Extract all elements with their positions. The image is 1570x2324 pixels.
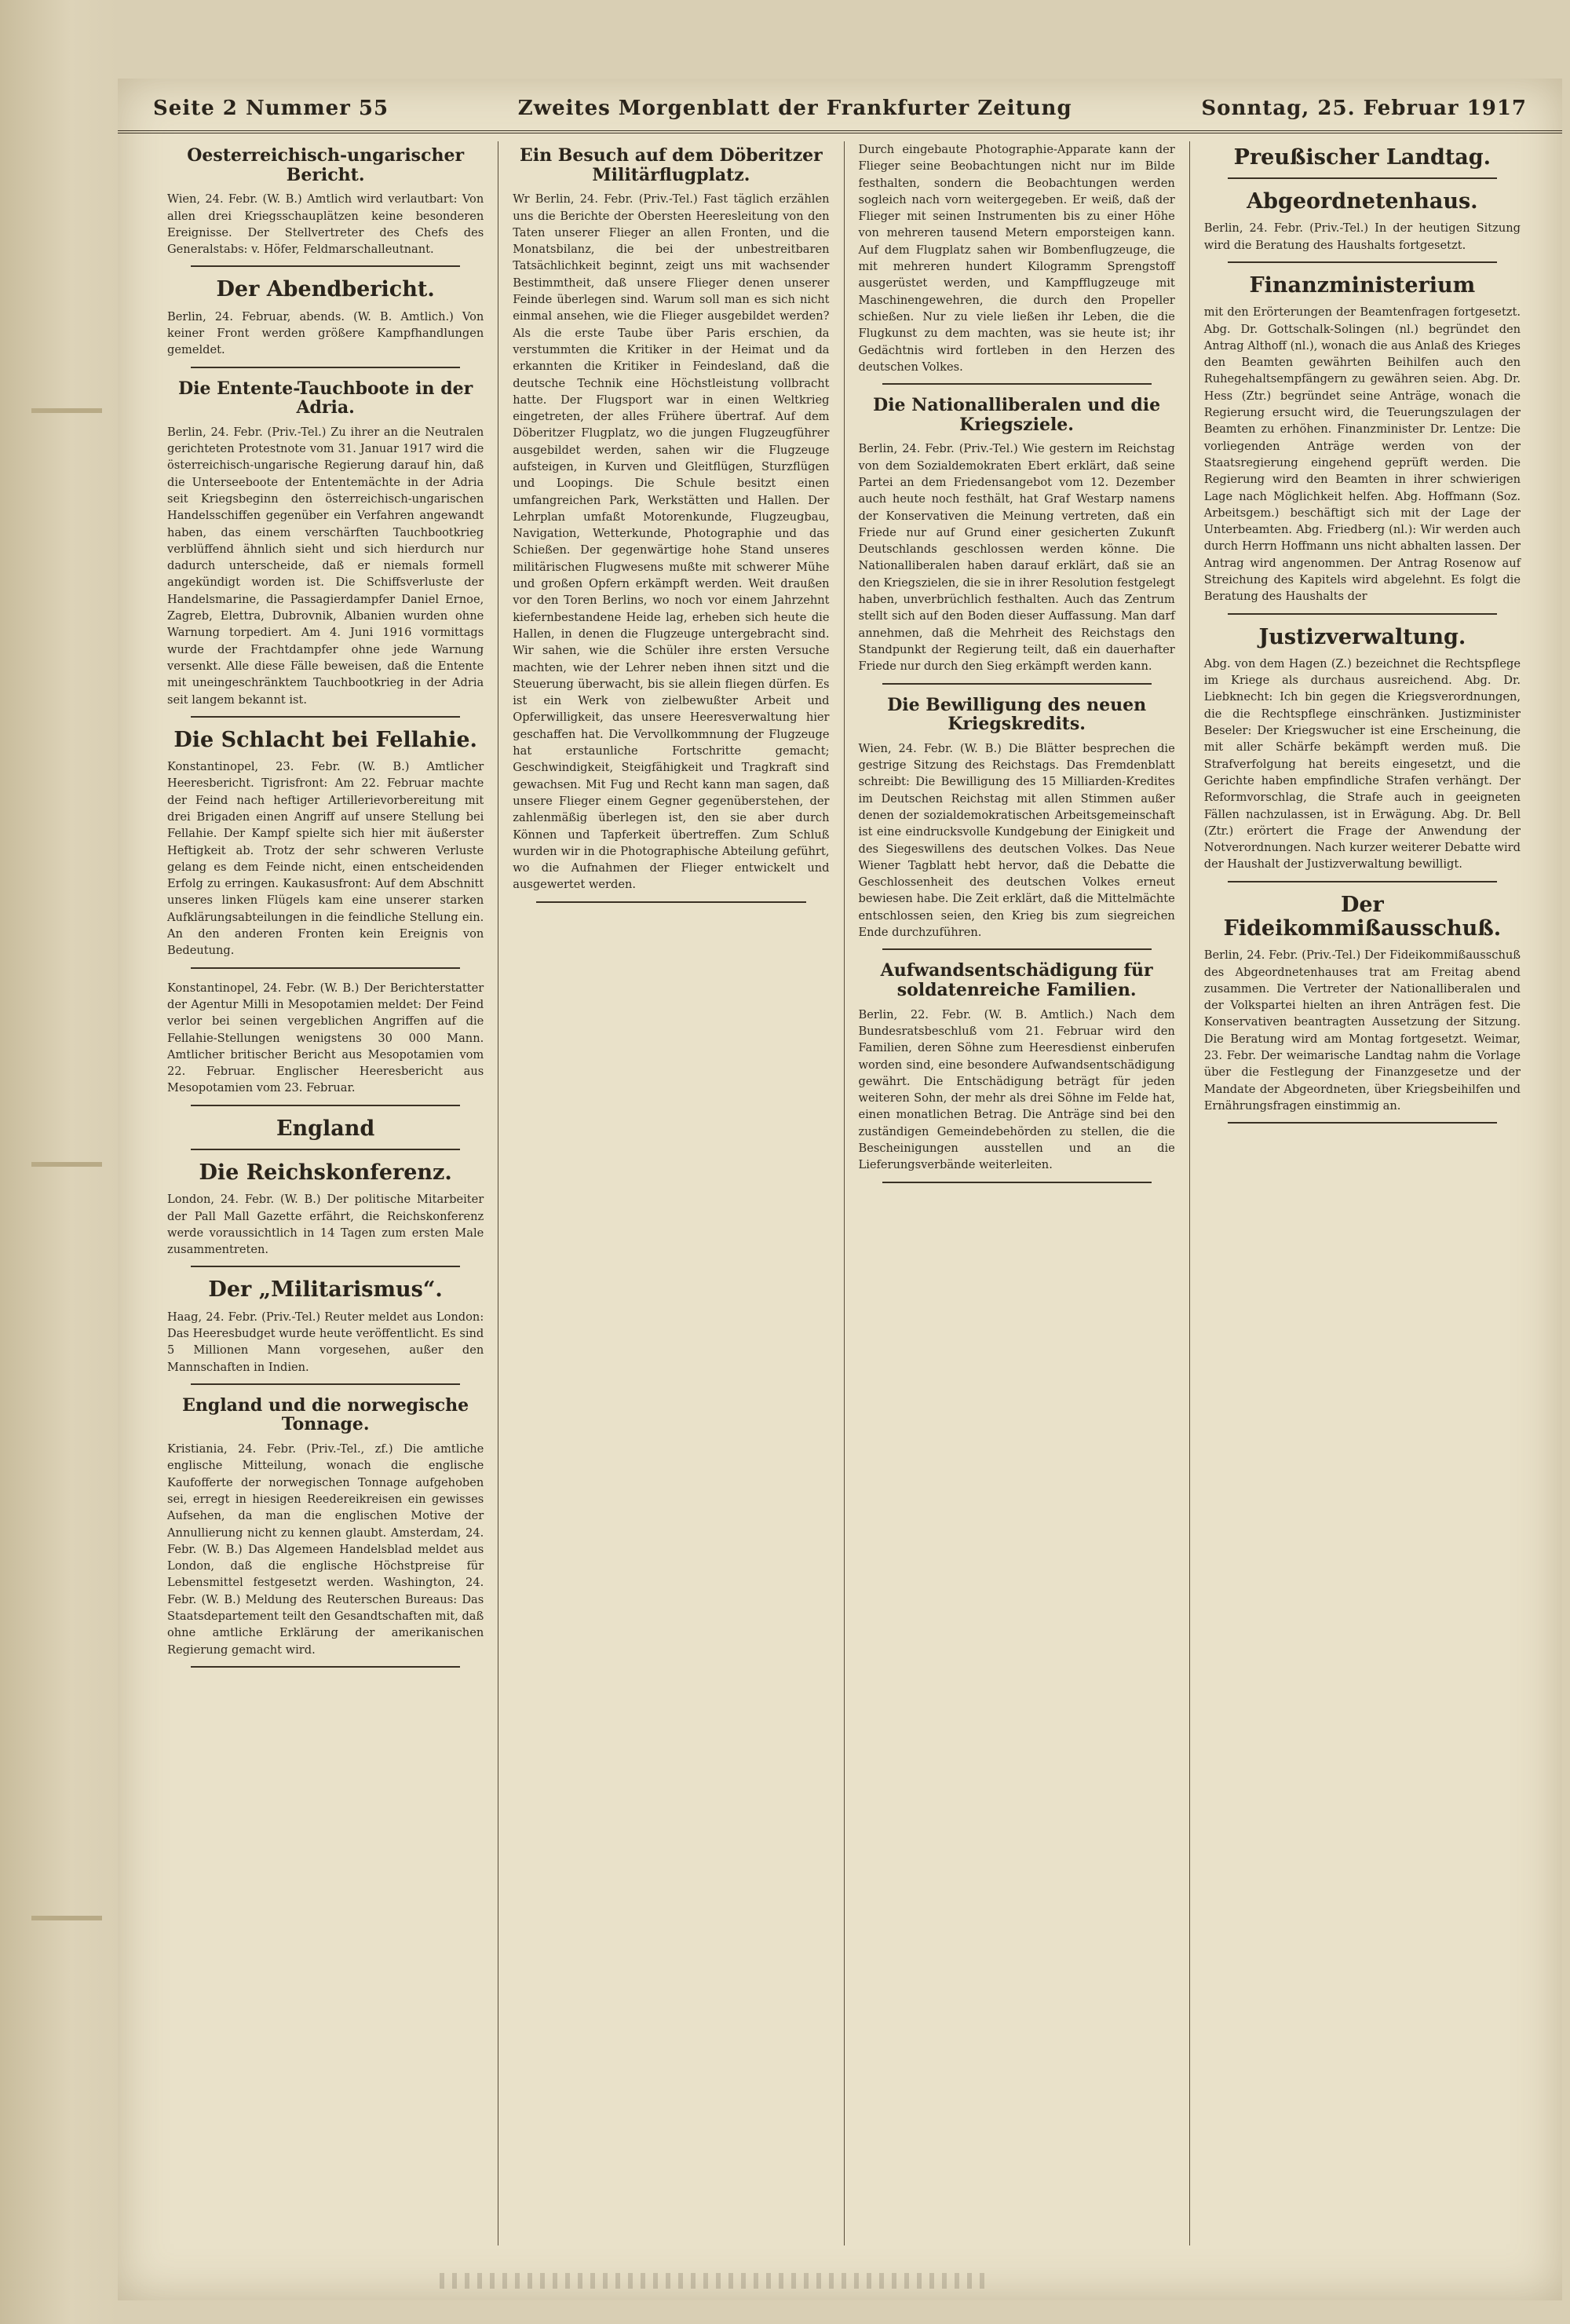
article-separator bbox=[882, 683, 1152, 685]
article-body: Berlin, 24. Febr. (Priv.-Tel.) Zu ihrer an die Neutralen gerichteten Protestnote vom 31. Januar 1917 wird die österreichisch-ungarische Regierung darauf hin, daß die Unterseeboote der Ententemächte in der Adria seit Kriegsbeginn den österreichisch-ungarischen Handelsschiffen gegenüber ein Verfahren angewandt haben, das einem verschärften Tauchbootkrieg verblüffend ähnlich sieht und sich hierdurch nur dadurch unterscheide, daß er niemals formell angekündigt worden ist. Die Schiffsverluste der Handelsmarine, die Passagierdampfer Daniel Ernoe, Zagreb, Elettra, Dubrovnik, Albanien wurden ohne Warnung torpediert. Am 4. Juni 1916 vormittags wurde der Frachtdampfer ohne jede Warnung versenkt. Alle diese Fälle beweisen, daß die Entente mit uneingeschränktem Tauchbootkrieg in der Adria seit langem bekannt ist. bbox=[167, 425, 484, 707]
article bbox=[859, 696, 1175, 951]
article-separator bbox=[191, 1266, 460, 1267]
article-body: Wien, 24. Febr. (W. B.) Amtlich wird verlautbart: Von allen drei Kriegsschauplätzen keine besonderen Ereignisse. Der Stellvertreter des Chefs des Generalstabs: v. Höfer, Feldmarschalleutnant. bbox=[167, 192, 484, 257]
article-body: Konstantinopel, 23. Febr. (W. B.) Amtlicher Heeresbericht. Tigrisfront: Am 22. Februar machte der Feind nach heftiger Artillerievorbereitung mit drei Brigaden einen Angriff auf unsere Stellung bei Fellahie. Der Kampf spielte sich hier mit äußerster Heftigkeit ab. Trotz der sehr schweren Verluste gelang es dem Feinde nicht, einen entscheidenden Erfolg zu erringen. Kaukasusfront: Auf dem Abschnitt unseres linken Flügels kam eine unserer starken Aufklärungsabteilungen in die feindliche Stellung ein. An den anderen Fronten kein Ereignis von Bedeutung. bbox=[167, 760, 484, 958]
article bbox=[859, 141, 1175, 385]
article-body: Berlin, 24. Febr. (Priv.-Tel.) In der heutigen Sitzung wird die Beratung des Haushalts fortgesetzt. bbox=[1203, 221, 1521, 252]
article bbox=[167, 278, 484, 367]
article-separator bbox=[191, 1105, 460, 1106]
article-headline: England und die norwegische Tonnage. bbox=[182, 1394, 469, 1435]
issue-date: Sonntag, 25. Februar 1917 bbox=[1201, 97, 1527, 120]
article-headline: Oesterreichisch-ungarischer Bericht. bbox=[187, 145, 465, 185]
article-headline: Finanzministerium bbox=[1249, 273, 1476, 298]
article bbox=[167, 1161, 484, 1267]
article-headline: England bbox=[276, 1116, 375, 1141]
article-headline: Der Abendbericht. bbox=[216, 277, 435, 302]
article-columns bbox=[153, 141, 1535, 2245]
article-separator bbox=[536, 901, 805, 903]
article-separator bbox=[1228, 1122, 1497, 1124]
column-2 bbox=[498, 141, 844, 2245]
page-header bbox=[118, 86, 1562, 133]
article bbox=[167, 146, 484, 267]
article-body: Berlin, 24. Febr. (Priv.-Tel.) Der Fideikommißausschuß des Abgeordnetenhauses trat am Freitag abend zusammen. Die Vertreter der Nationalliberalen und der Volkspartei hielten an ihren Anträgen fest. Die Konservativen beantragten Aussetzung der Sitzung. Die Beratung wird am Montag fortgesetzt. Weimar, 23. Febr. Der weimarische Landtag nahm die Vorlage über die Festlegung der Finanzgesetze und der Mandate der Abgeordneten, über Kriegsbeihilfen und Ernährungsfragen einstimmig an. bbox=[1203, 948, 1521, 1113]
article-body: Wr Berlin, 24. Febr. (Priv.-Tel.) Fast täglich erzählen uns die Berichte der Obersten Heeresleitung von den Taten unserer Flieger an allen Fronten, und die Monatsbilanz, die bei der unbestreitbaren Tatsächlichkeit beginnt, zeigt uns mit wachsender Bestimmtheit, daß unsere Flieger denen unserer Feinde überlegen sind. Warum soll man es sich nicht einmal ansehen, wie die Flieger ausgebildet werden? Als die erste Taube über Paris erschien, da verstummten die Kritiker in der Heimat und da erkannten die Kritiker in Feindesland, daß die deutsche Technik eine Höchstleistung vollbracht hatte. Der Flugsport war in einen Weltkrieg eingetreten, der alles Frühere übertraf. Auf dem Döberitzer Flugplatz, wo die jungen Flugzeugführer ausgebildet werden, sahen wir die Flugzeuge aufsteigen, in Kurven und Gleitflügen, Sturzflügen und Loopings. Die Schule besitzt einen umfangreichen Park, Werkstätten und Hallen. Der Lehrplan umfaßt Motorenkunde, Flugzeugbau, Navigation, Wetterkunde, Photographie und das Schießen. Der gegenwärtige hohe Stand unseres militärischen Flugwesens mußte mit schwerer Mühe und großen Opfern erkämpft werden. Weit draußen vor den Toren Berlins, wo noch vor einem Jahrzehnt kiefernbestandene Heide lag, erheben sich heute die Hallen, in denen die Flugzeuge untergebracht sind. Wir sahen, wie die Schüler ihre ersten Versuche machten, wie der Lehrer neben ihnen sitzt und die Steuerung überwacht, bis sie allein fliegen dürfen. Es ist ein Werk von zielbewußter Arbeit und Opferwilligkeit, das unsere Heeresverwaltung hier geschaffen hat. Die Vervollkommnung der Flugzeuge hat erstaunliche Fortschritte gemacht; Geschwindigkeit, Steigfähigkeit und Tragkraft sind gewachsen. Mit Fug und Recht kann man sagen, daß unsere Flieger einem Gegner gegenüberstehen, der zahlenmäßig überlegen ist, den sie aber durch Können und Tapferkeit übertreffen. Zum Schluß wurden wir in die Photographische Abteilung geführt, wo die Aufnahmen der Flieger entwickelt und ausgewertet werden. bbox=[513, 192, 830, 892]
article-separator bbox=[882, 948, 1152, 950]
article-separator bbox=[191, 716, 460, 718]
article-separator bbox=[1228, 261, 1497, 263]
article-headline: Der „Militarismus“. bbox=[208, 1277, 443, 1303]
article-separator bbox=[191, 265, 460, 267]
article bbox=[167, 379, 484, 718]
binding-mark bbox=[31, 408, 102, 413]
article-separator bbox=[1228, 613, 1497, 615]
article-body: mit den Erörterungen der Beamtenfragen fortgesetzt. Abg. Dr. Gottschalk-Solingen (nl.) begründet den Antrag Althoff (nl.), wonach die aus Anlaß des Krieges den Beamten gewährten Beihilfen auch den Ruhegehaltsempfängern zu gewähren seien. Abg. Dr. Hess (Ztr.) begründet seine Anträge, wonach die Regierung ersucht wird, die Teuerungszulagen der Beamten zu erhöhen. Finanzminister Dr. Lentze: Die vorliegenden Anträge werden von der Staatsregierung eingehend geprüft werden. Die Regierung wird den Beamten in ihrer schwierigen Lage nach Möglichkeit helfen. Abg. Hoffmann (Soz. Arbeitsgem.) beschäftigt sich mit der Lage der Unterbeamten. Abg. Friedberg (nl.): Wir werden auch durch Herrn Hoffmann uns nicht abhalten lassen. Der Antrag wird angenommen. Der Antrag Rosenow auf Streichung des Kapitels wird abgelehnt. Es folgt die Beratung des Haushalts der bbox=[1203, 305, 1521, 604]
article-body: Berlin, 24. Febr. (Priv.-Tel.) Wie gestern im Reichstag von dem Sozialdemokraten Ebert erklärt, daß seine Partei an dem Friedensangebot vom 12. Dezember auch heute noch festhält, hat Graf Westarp namens der Konservativen die Meinung vertreten, daß ein Friede nur auf Grund einer gesicherten Zukunft Deutschlands geschlossen werden könne. Die Nationalliberalen haben darauf erklärt, daß sie an den Kriegszielen, die sie in ihrer Resolution festgelegt haben, unverbrüchlich festhalten. Auch das Zentrum stellt sich auf den Boden dieser Auffassung. Man darf annehmen, daß die Mehrheit des Reichstags den Standpunkt der Regierung teilt, daß ein dauerhafter Friede nur durch den Sieg erkämpft werden kann. bbox=[858, 442, 1175, 674]
article-separator bbox=[1228, 177, 1497, 179]
article-separator bbox=[1228, 881, 1497, 882]
article-body: Berlin, 22. Febr. (W. B. Amtlich.) Nach dem Bundesratsbeschluß vom 21. Februar wird den Familien, deren Söhne zum Heeresdienst einberufen worden sind, eine besondere Aufwandsentschädigung gewährt. Die Entschädigung beträgt für jeden weiteren Sohn, der mehr als drei Söhne im Felde hat, einen monatlichen Betrag. Die Anträge sind bei den zuständigen Gemeindebehörden zu stellen, die die Bescheinigungen ausstellen und an die Lieferungsverbände weiterleiten. bbox=[858, 1007, 1175, 1172]
article-separator bbox=[191, 967, 460, 969]
article-headline: Der Fideikommißausschuß. bbox=[1223, 892, 1502, 941]
article bbox=[1204, 893, 1521, 1124]
article-body: Haag, 24. Febr. (Priv.-Tel.) Reuter meldet aus London: Das Heeresbudget wurde heute veröffentlicht. Es sind 5 Millionen Mann vorgesehen, außer den Mannschaften in Indien. bbox=[167, 1310, 484, 1374]
article-body: Konstantinopel, 24. Febr. (W. B.) Der Berichterstatter der Agentur Milli in Mesopotamien meldet: Der Feind verlor bei seinen vergeblichen Angriffen auf die Fellahie-Stellungen wenigstens 30 000 Mann. Amtlicher britischer Bericht aus Mesopotamien vom 22. Februar. Englischer Heeresbericht aus Mesopotamien vom 23. Februar. bbox=[167, 981, 484, 1095]
article-separator bbox=[191, 367, 460, 368]
article bbox=[1204, 146, 1521, 179]
column-3 bbox=[845, 141, 1190, 2245]
article bbox=[167, 980, 484, 1106]
article-headline: Abgeordnetenhaus. bbox=[1247, 189, 1478, 214]
article-body: London, 24. Febr. (W. B.) Der politische Mitarbeiter der Pall Mall Gazette erfährt, die Reichskonferenz werde voraussichtlich in 14 Tagen zum ersten Male zusammentreten. bbox=[167, 1193, 484, 1257]
article bbox=[167, 729, 484, 969]
newspaper-title: Zweites Morgenblatt der Frankfurter Zeitung bbox=[517, 97, 1072, 120]
column-4 bbox=[1190, 141, 1535, 2245]
article-headline: Die Bewilligung des neuen Kriegskredits. bbox=[887, 694, 1147, 735]
article-body: Durch eingebaute Photographie-Apparate kann der Flieger seine Beobachtungen nicht nur im Bilde festhalten, sondern die Beobachtungen werden sogleich nach vorn weitergegeben. Er weiß, daß der Flieger mit seinen Instrumenten bis zu einer Höhe von mehreren tausend Metern emporsteigen kann. Auf dem Flugplatz sahen wir Bombenflugzeuge, die mit mehreren hundert Kilogramm Sprengstoff ausgerüstet werden, und Kampfflugzeuge mit Maschinengewehren, die durch den Propeller schießen. Nur zu viele ließen ihr Leben, die die Flugkunst zu dem machten, was sie heute ist; ihr Gedächtnis wird fortleben in den Herzen des deutschen Volkes. bbox=[858, 143, 1175, 374]
article-separator bbox=[882, 383, 1152, 385]
article-headline: Aufwandsentschädigung für soldatenreiche Familien. bbox=[880, 960, 1153, 1000]
article bbox=[513, 146, 829, 903]
article-separator bbox=[191, 1149, 460, 1150]
article-headline: Ein Besuch auf dem Döberitzer Militärflugplatz. bbox=[519, 145, 823, 185]
article bbox=[859, 961, 1175, 1182]
article-headline: Die Nationalliberalen und die Kriegsziele. bbox=[873, 395, 1161, 435]
article bbox=[859, 396, 1175, 684]
article bbox=[167, 1117, 484, 1150]
article-body: Abg. von dem Hagen (Z.) bezeichnet die Rechtspflege im Kriege als durchaus ausreichend. Abg. Dr. Liebknecht: Ich bin gegen die Kriegsverordnungen, die die Rechtspflege einschränken. Justizminister Beseler: Der Kriegswucher ist eine Erscheinung, die mit aller Schärfe bekämpft werden muß. Die Strafverfolgung hat bereits eingesetzt, und die Gerichte haben empfindliche Strafen verhängt. Der Reformvorschlag, die Strafe auch in geeigneten Fällen nachzulassen, ist in Erwägung. Abg. Dr. Bell (Ztr.) erörtert die Frage der Anwendung der Notverordnungen. Nach kurzer weiterer Debatte wird der Haushalt der Justizverwaltung bewilligt. bbox=[1203, 656, 1521, 872]
column-1 bbox=[153, 141, 498, 2245]
article-headline: Preußischer Landtag. bbox=[1233, 145, 1492, 170]
article-headline: Justizverwaltung. bbox=[1258, 624, 1466, 649]
article-separator bbox=[882, 1182, 1152, 1183]
page-binding bbox=[0, 0, 118, 2324]
article-headline: Die Reichskonferenz. bbox=[199, 1160, 452, 1185]
binding-mark bbox=[31, 1162, 102, 1167]
article-headline: Die Schlacht bei Fellahie. bbox=[173, 727, 477, 752]
article-body: Wien, 24. Febr. (W. B.) Die Blätter besprechen die gestrige Sitzung des Reichstags. Das Fremdenblatt schreibt: Die Bewilligung des 15 Milliarden-Kredites im Deutschen Reichstag mit allen Stimmen außer denen der sozialdemokratischen Arbeitsgemeinschaft ist eine eindrucksvolle Kundgebung der Einigkeit und des Siegeswillens des deutschen Volkes. Das Neue Wiener Tagblatt hebt hervor, daß die Debatte die Geschlossenheit des deutschen Volkes erneut bewiesen habe. Die Zeit erklärt, daß die Mittelmächte entschlossen seien, den Krieg bis zum siegreichen Ende durchzuführen. bbox=[858, 741, 1175, 940]
article-body: Kristiania, 24. Febr. (Priv.-Tel., zf.) Die amtliche englische Mitteilung, wonach die englische Kaufofferte der norwegischen Tonnage aufgehoben sei, erregt in hiesigen Reedereikreisen ein gewisses Aufsehen, da man die englischen Motive der Annullierung nicht zu kennen glaubt. Amsterdam, 24. Febr. (W. B.) Das Algemeen Handelsblad meldet aus London, daß die englische Höchstpreise für Lebensmittel festgesetzt werden. Washington, 24. Febr. (W. B.) Meldung des Reuterschen Bureaus: Das Staatsdepartement teilt den Gesandtschaften mit, daß ohne amtliche Erklärung der amerikanischen Regierung gemacht wird. bbox=[167, 1442, 484, 1657]
article-separator bbox=[191, 1383, 460, 1385]
article bbox=[1204, 626, 1521, 882]
article-headline: Die Entente-Tauchboote in der Adria. bbox=[178, 378, 473, 418]
page-number: Seite 2 Nummer 55 bbox=[153, 97, 389, 120]
article-body: Berlin, 24. Februar, abends. (W. B. Amtlich.) Von keiner Front werden größere Kampfhandlungen gemeldet. bbox=[167, 309, 484, 357]
article bbox=[167, 1396, 484, 1668]
binding-mark bbox=[31, 1916, 102, 1920]
article bbox=[167, 1278, 484, 1384]
article bbox=[1204, 274, 1521, 615]
article bbox=[1204, 190, 1521, 263]
bottom-stamp-mark bbox=[440, 2273, 989, 2289]
article-separator bbox=[191, 1666, 460, 1668]
